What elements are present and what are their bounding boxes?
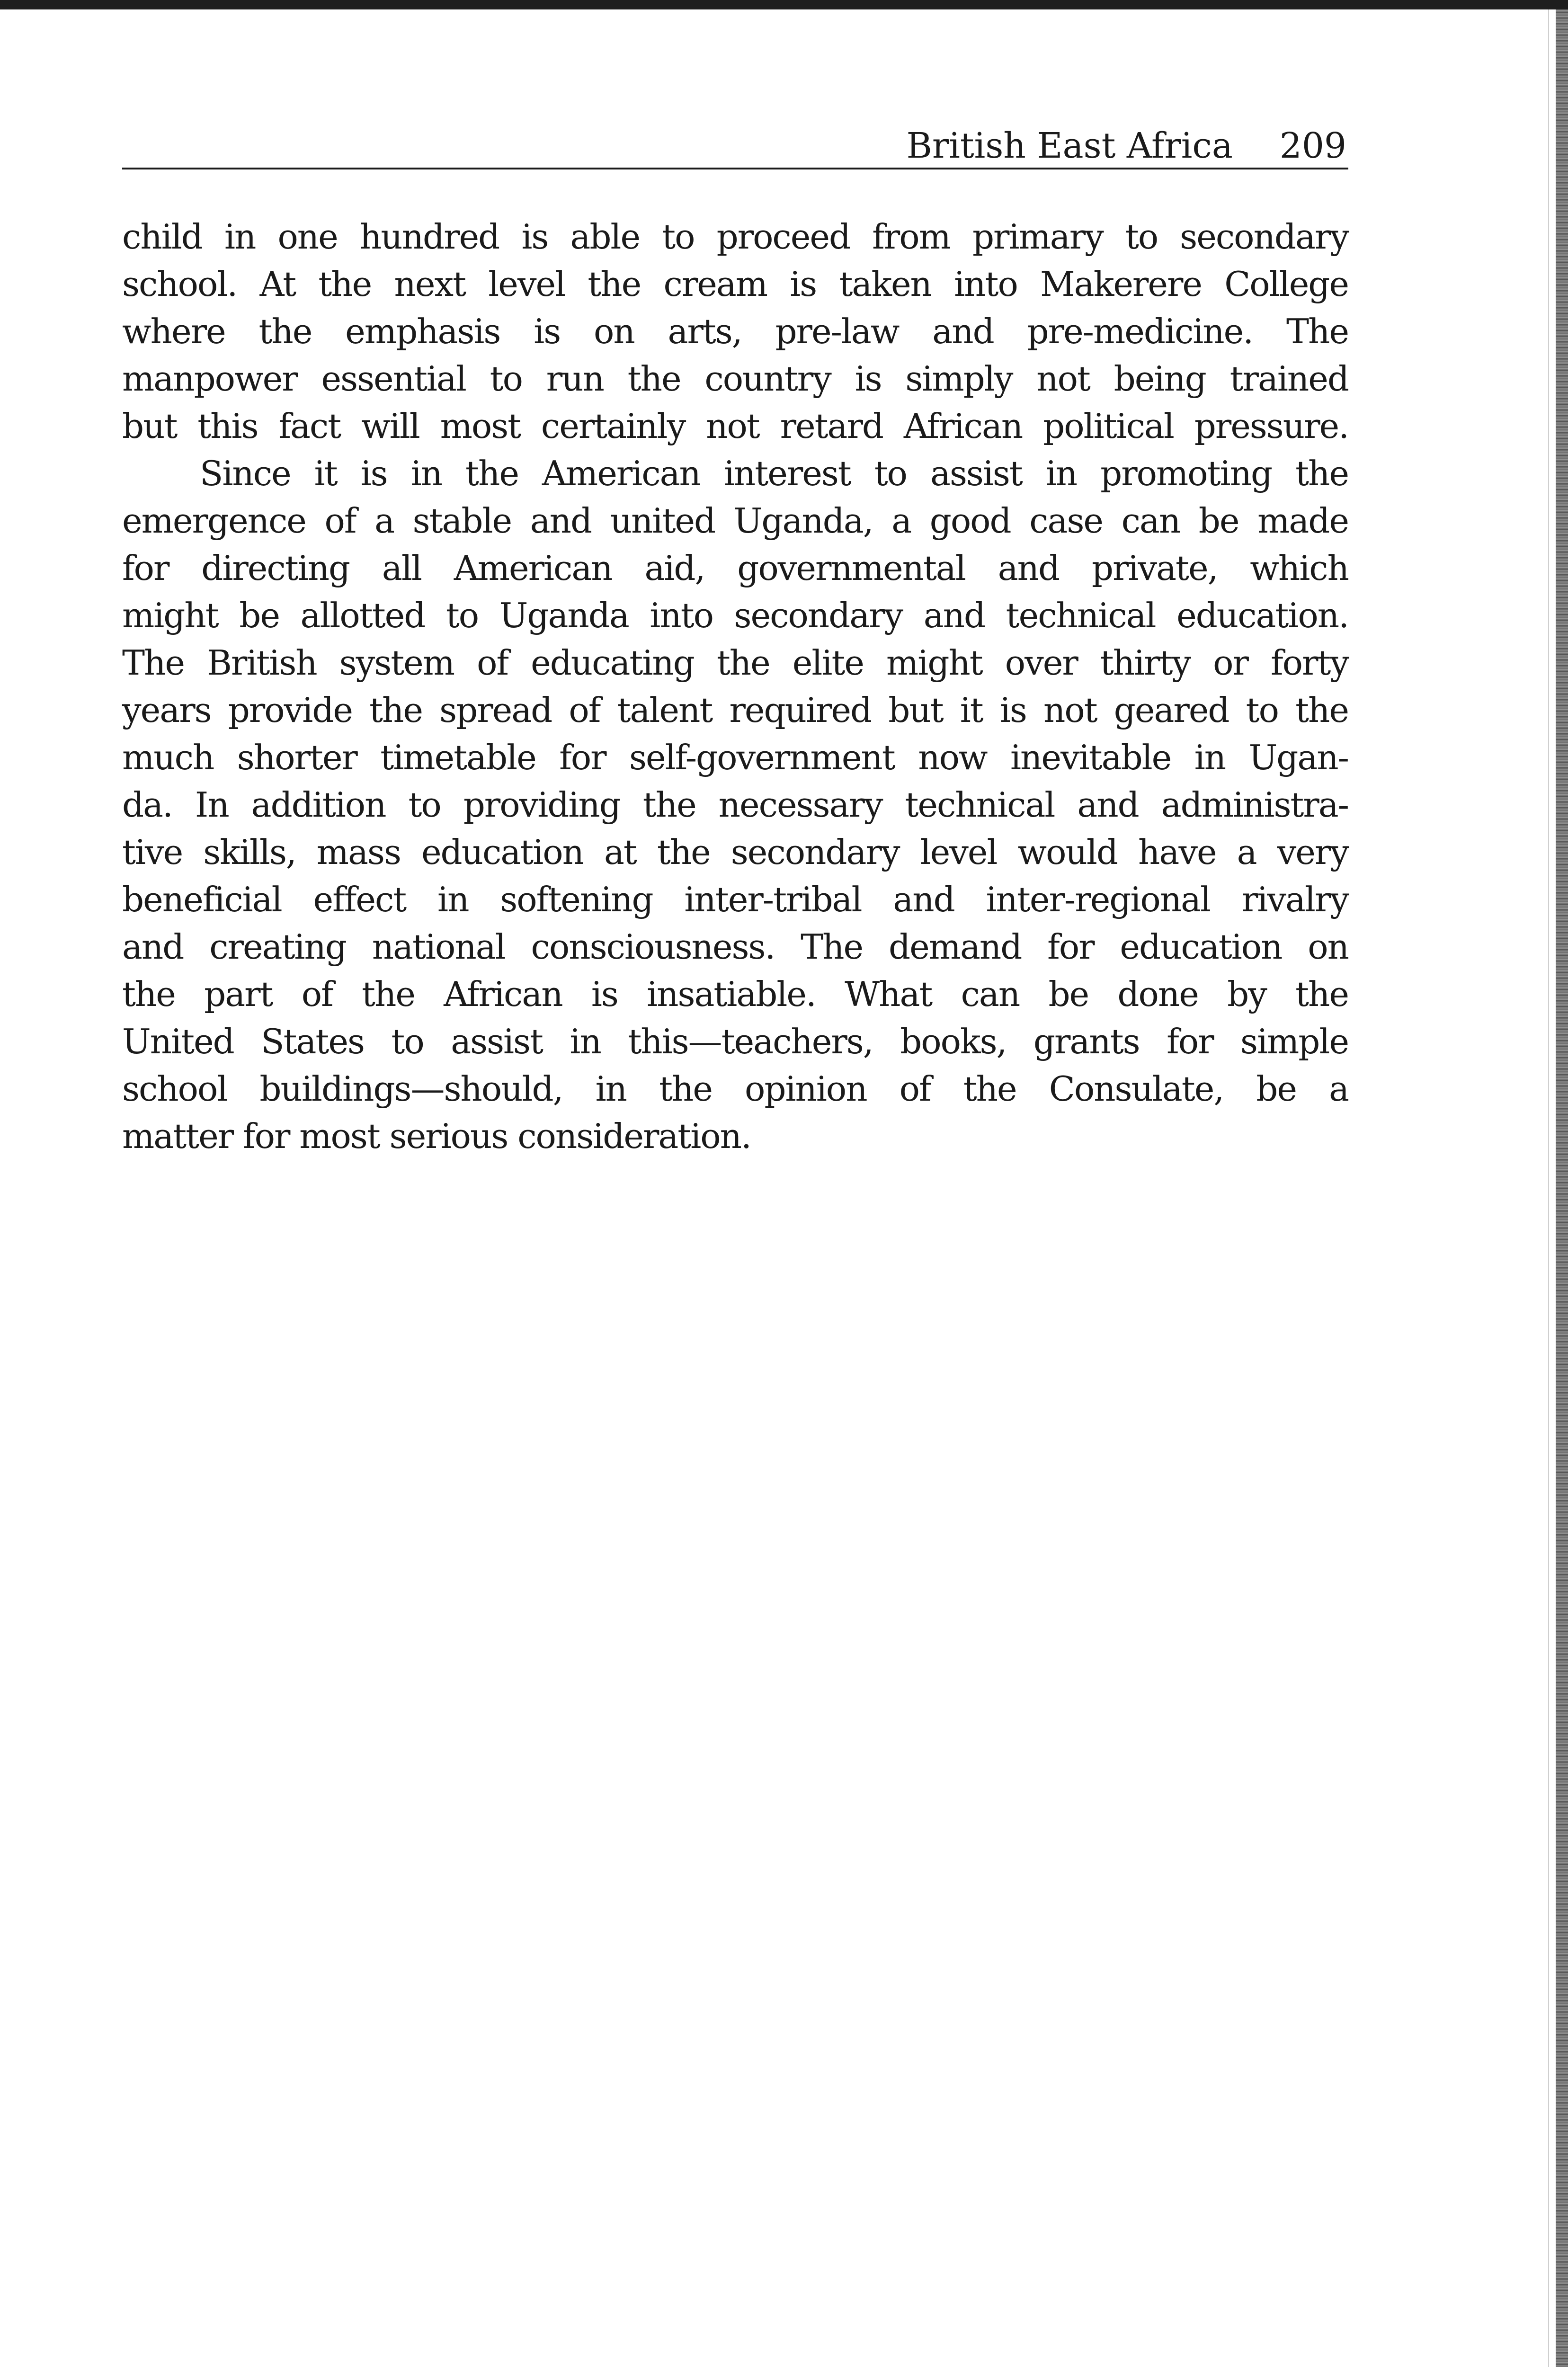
running-head xyxy=(122,117,1348,169)
text-line: the part of the African is insatiable. What can be done by the xyxy=(122,974,1348,1014)
text-line: might be allotted to Uganda into secondary and technical education. xyxy=(122,596,1348,635)
text-line: emergence of a stable and united Uganda, a good case can be made xyxy=(122,501,1348,541)
text-line: school. At the next level the cream is taken into Makerere College xyxy=(122,264,1348,304)
text-line: United States to assist in this—teachers, books, grants for simple xyxy=(122,1022,1348,1061)
text-line: and creating national consciousness. The demand for education on xyxy=(122,927,1348,967)
text-line: Since it is in the American interest to assist in promoting the xyxy=(200,454,1348,493)
text-line: manpower essential to run the country is simply not being trained xyxy=(122,359,1348,399)
page-number: 209 xyxy=(1279,125,1346,166)
text-line: but this fact will most certainly not retard African political pressure. xyxy=(122,406,1348,446)
text-line: much shorter timetable for self-government now inevitable in Ugan- xyxy=(122,738,1348,777)
scan-top-edge xyxy=(0,0,1568,9)
paragraph-1 xyxy=(122,213,1348,450)
text-line: school buildings—should, in the opinion of the Consulate, be a xyxy=(122,1069,1348,1109)
text-line: beneficial effect in softening inter-tribal and inter-regional rivalry xyxy=(122,880,1348,919)
text-line: where the emphasis is on arts, pre-law and pre-medicine. The xyxy=(122,311,1348,351)
running-head-title: British East Africa xyxy=(906,125,1233,166)
text-line: child in one hundred is able to proceed from primary to secondary xyxy=(122,217,1348,257)
text-line: The British system of educating the elite might over thirty or forty xyxy=(122,643,1348,683)
text-line: da. In addition to providing the necessary technical and administra- xyxy=(122,785,1348,825)
text-line: for directing all American aid, governmental and private, which xyxy=(122,548,1348,588)
text-line: tive skills, mass education at the secondary level would have a very xyxy=(122,832,1348,872)
text-line: matter for most serious consideration. xyxy=(122,1116,751,1156)
paragraph-2 xyxy=(122,450,1348,1160)
scan-binding-edge xyxy=(1556,9,1568,2367)
scan-gutter-line xyxy=(1548,9,1549,2367)
body-text xyxy=(122,213,1348,1160)
text-line: years provide the spread of talent required but it is not geared to the xyxy=(122,690,1348,730)
